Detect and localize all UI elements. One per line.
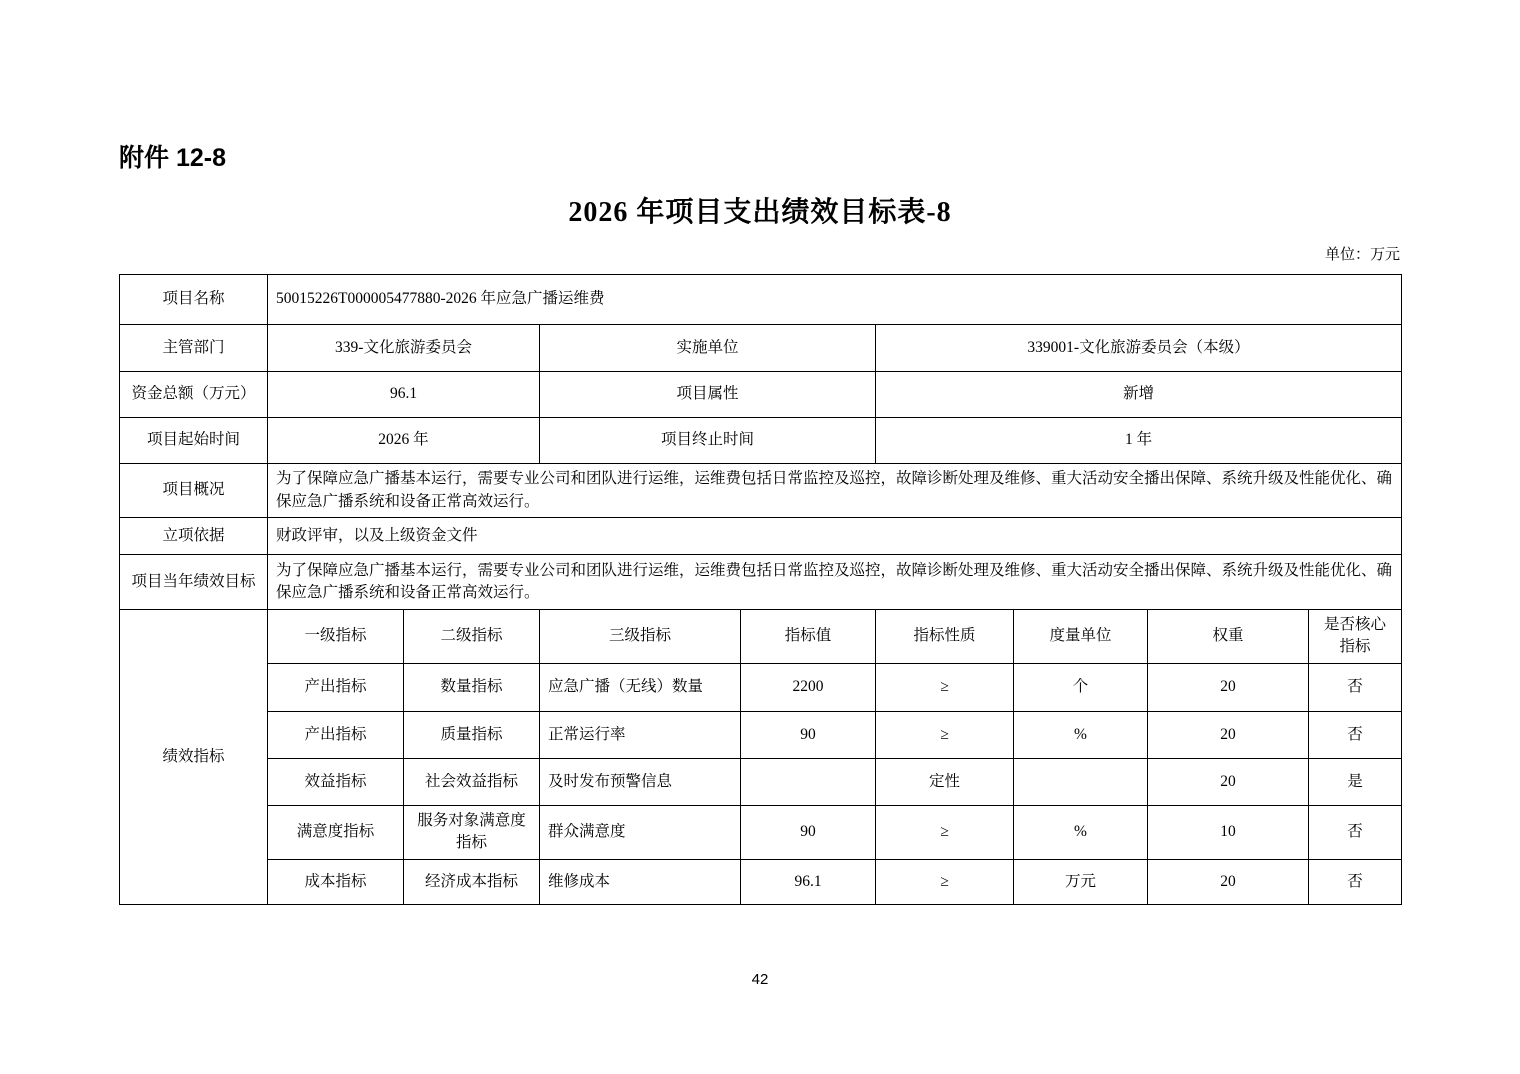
project-name-label: 项目名称 bbox=[120, 275, 268, 325]
indicator-cell: ≥ bbox=[876, 711, 1014, 758]
table-row bbox=[120, 418, 1402, 464]
indicator-cell: 产出指标 bbox=[268, 711, 404, 758]
page-number: 42 bbox=[751, 971, 769, 988]
indicator-cell: 成本指标 bbox=[268, 859, 404, 904]
indicator-header-row bbox=[120, 610, 1402, 664]
indicator-cell: 90 bbox=[741, 711, 876, 758]
project-attr-label: 项目属性 bbox=[540, 372, 876, 418]
basis-value: 财政评审，以及上级资金文件 bbox=[268, 518, 1402, 555]
dept-label: 主管部门 bbox=[120, 325, 268, 372]
indicator-cell: 20 bbox=[1148, 711, 1309, 758]
indicator-cell: 20 bbox=[1148, 758, 1309, 805]
total-fund-label: 资金总额（万元） bbox=[120, 372, 268, 418]
indicator-cell: 个 bbox=[1014, 663, 1148, 711]
indicator-cell: 产出指标 bbox=[268, 663, 404, 711]
indicator-cell: 否 bbox=[1309, 859, 1402, 904]
indicator-cell: 应急广播（无线）数量 bbox=[540, 663, 741, 711]
indicator-cell: 万元 bbox=[1014, 859, 1148, 904]
project-name-value: 50015226T000005477880-2026 年应急广播运维费 bbox=[268, 275, 1402, 325]
attachment-label: 附件 12-8 bbox=[119, 144, 226, 172]
indicator-cell: 数量指标 bbox=[404, 663, 540, 711]
indicator-cell: 服务对象满意度指标 bbox=[404, 805, 540, 859]
impl-unit-value: 339001-文化旅游委员会（本级） bbox=[876, 325, 1402, 372]
dept-value: 339-文化旅游委员会 bbox=[268, 325, 540, 372]
indicator-cell: 正常运行率 bbox=[540, 711, 741, 758]
indicator-cell: 社会效益指标 bbox=[404, 758, 540, 805]
indicator-header: 指标值 bbox=[741, 610, 876, 664]
indicators-label: 绩效指标 bbox=[120, 610, 268, 905]
indicator-cell: 定性 bbox=[876, 758, 1014, 805]
end-time-label: 项目终止时间 bbox=[540, 418, 876, 464]
table-row bbox=[120, 464, 1402, 518]
indicator-cell: 否 bbox=[1309, 711, 1402, 758]
indicator-cell: 群众满意度 bbox=[540, 805, 741, 859]
indicator-header: 二级指标 bbox=[404, 610, 540, 664]
indicator-cell: 20 bbox=[1148, 663, 1309, 711]
indicator-row bbox=[120, 711, 1402, 758]
indicator-header: 权重 bbox=[1148, 610, 1309, 664]
indicator-cell: 10 bbox=[1148, 805, 1309, 859]
indicator-header: 指标性质 bbox=[876, 610, 1014, 664]
basis-label: 立项依据 bbox=[120, 518, 268, 555]
indicator-cell: 96.1 bbox=[741, 859, 876, 904]
indicator-cell: 否 bbox=[1309, 805, 1402, 859]
indicator-cell: 经济成本指标 bbox=[404, 859, 540, 904]
indicator-cell bbox=[741, 758, 876, 805]
indicator-row bbox=[120, 663, 1402, 711]
indicator-row bbox=[120, 859, 1402, 904]
indicator-cell: ≥ bbox=[876, 859, 1014, 904]
table-row bbox=[120, 555, 1402, 610]
indicator-header: 度量单位 bbox=[1014, 610, 1148, 664]
indicator-row bbox=[120, 805, 1402, 859]
indicator-header: 一级指标 bbox=[268, 610, 404, 664]
table-row bbox=[120, 518, 1402, 555]
indicator-cell: 及时发布预警信息 bbox=[540, 758, 741, 805]
unit-note: 单位：万元 bbox=[1324, 247, 1400, 263]
indicator-cell: % bbox=[1014, 711, 1148, 758]
annual-goal-label: 项目当年绩效目标 bbox=[120, 555, 268, 610]
indicator-cell: ≥ bbox=[876, 663, 1014, 711]
indicator-cell bbox=[1014, 758, 1148, 805]
performance-target-table bbox=[119, 274, 1402, 905]
indicator-cell: ≥ bbox=[876, 805, 1014, 859]
indicator-cell: 否 bbox=[1309, 663, 1402, 711]
table-row bbox=[120, 275, 1402, 325]
indicator-cell: 质量指标 bbox=[404, 711, 540, 758]
indicator-cell: 2200 bbox=[741, 663, 876, 711]
indicator-cell: 是 bbox=[1309, 758, 1402, 805]
table-row bbox=[120, 372, 1402, 418]
indicator-row bbox=[120, 758, 1402, 805]
indicator-cell: 维修成本 bbox=[540, 859, 741, 904]
table-row bbox=[120, 325, 1402, 372]
indicator-header: 是否核心指标 bbox=[1309, 610, 1402, 664]
overview-label: 项目概况 bbox=[120, 464, 268, 518]
annual-goal-value: 为了保障应急广播基本运行，需要专业公司和团队进行运维，运维费包括日常监控及巡控，故障诊断处理及维修、重大活动安全播出保障、系统升级及性能优化、确保应急广播系统和设备正常高效运行。 bbox=[268, 555, 1402, 610]
start-time-label: 项目起始时间 bbox=[120, 418, 268, 464]
indicator-cell: 效益指标 bbox=[268, 758, 404, 805]
indicator-cell: 满意度指标 bbox=[268, 805, 404, 859]
end-time-value: 1 年 bbox=[876, 418, 1402, 464]
impl-unit-label: 实施单位 bbox=[540, 325, 876, 372]
total-fund-value: 96.1 bbox=[268, 372, 540, 418]
indicator-header: 三级指标 bbox=[540, 610, 741, 664]
indicator-cell: % bbox=[1014, 805, 1148, 859]
start-time-value: 2026 年 bbox=[268, 418, 540, 464]
indicator-cell: 20 bbox=[1148, 859, 1309, 904]
page-title: 2026 年项目支出绩效目标表-8 bbox=[568, 197, 952, 228]
indicator-cell: 90 bbox=[741, 805, 876, 859]
overview-value: 为了保障应急广播基本运行，需要专业公司和团队进行运维，运维费包括日常监控及巡控，故障诊断处理及维修、重大活动安全播出保障、系统升级及性能优化、确保应急广播系统和设备正常高效运行。 bbox=[268, 464, 1402, 518]
project-attr-value: 新增 bbox=[876, 372, 1402, 418]
